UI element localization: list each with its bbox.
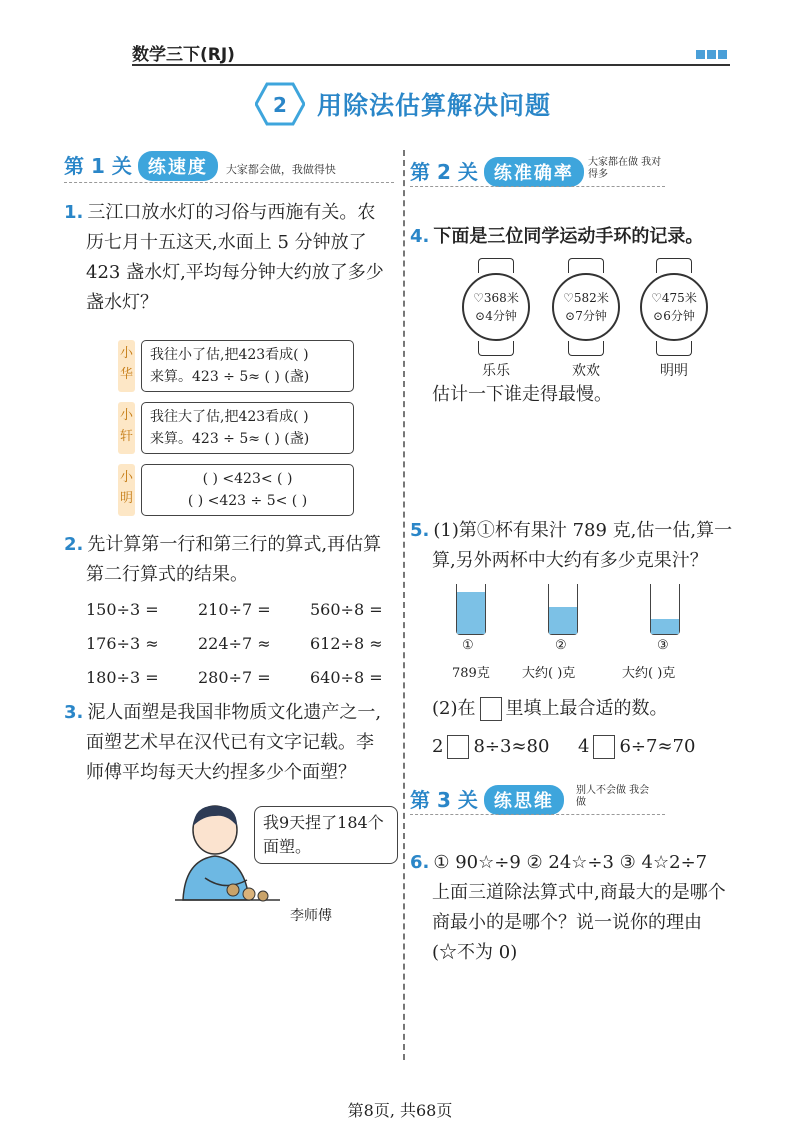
question-3-number: 3.: [64, 702, 84, 723]
calc-cell: 612÷8 ≈: [310, 634, 383, 653]
watch-lele: [462, 258, 530, 380]
watch-owner: 明明: [660, 363, 688, 379]
cup-1: [456, 584, 486, 635]
calc-cell: 176÷3 ≈: [86, 634, 159, 653]
lesson-number-hexagon: [255, 82, 305, 126]
cup-mark: ①: [462, 638, 474, 653]
level-3-header: [410, 784, 564, 815]
question-2-line: 第二行算式的结果。: [86, 564, 248, 585]
answer-line: ( ) <423< ( ): [202, 471, 293, 487]
level-1-slogan: 大家都会做，我做得快: [225, 163, 336, 176]
question-2-line: 先计算第一行和第三行的算式,再估算: [87, 534, 382, 555]
student-answer-xiaohua: [118, 340, 354, 392]
answer-blank[interactable]: [480, 697, 502, 721]
question-5-line: 算,另外两杯中大约有多少克果汁？: [432, 550, 708, 571]
expression: 6÷7≈70: [619, 736, 696, 757]
watch-distance: ♡475米: [651, 291, 697, 305]
level-2-header: [410, 156, 584, 187]
question-3-line: 泥人面塑是我国非物质文化遗产之一,: [87, 702, 382, 723]
calc-cell: 180÷3 =: [86, 668, 159, 687]
student-answer-xiaoming: [118, 464, 354, 516]
question-4-text: 下面是三位同学运动手环的记录。: [433, 226, 704, 247]
page-footer: 第8页, 共68页: [347, 1101, 453, 1120]
part-2-suffix: 里填上最合适的数。: [505, 698, 668, 719]
student-name-tag: 小明: [118, 464, 135, 516]
cup-label: 大约( )克: [522, 666, 576, 681]
answer-blank[interactable]: [593, 735, 615, 759]
cup-juice: [457, 592, 485, 635]
level-3-rule: [410, 814, 665, 815]
question-6-line: 商最小的是哪个？说一说你的理由: [432, 912, 702, 933]
question-4-number: 4.: [410, 226, 430, 247]
level-3-number: 第 3 关: [410, 788, 478, 812]
book-title: 数学三下(RJ): [132, 45, 235, 65]
question-6-line: 上面三道除法算式中,商最大的是哪个: [432, 882, 726, 903]
answer-box: [141, 340, 354, 392]
question-1: [64, 198, 394, 318]
watch-time: ⊙7分钟: [565, 309, 607, 323]
expression: 8÷3≈80: [473, 736, 550, 757]
question-4: [410, 222, 750, 252]
calc-cell: 640÷8 =: [310, 668, 383, 687]
question-1-line: 423 盏水灯,平均每分钟大约放了多少: [86, 262, 384, 283]
student-name-tag: 小华: [118, 340, 135, 392]
calc-cell: 224÷7 ≈: [198, 634, 271, 653]
level-1-rule: [64, 182, 394, 183]
calc-cell: 280÷7 =: [198, 668, 271, 687]
teacher-speech-bubble: 我9天捏了184个面塑。: [254, 806, 398, 864]
cup-2: [548, 584, 578, 635]
question-2-number: 2.: [64, 534, 84, 555]
question-1-line: 历七月十五这天,水面上 5 分钟放了: [86, 232, 367, 253]
level-3-slogan: 别人不会做 我会做: [576, 785, 650, 808]
level-1-number: 第 1 关: [64, 154, 132, 178]
answer-blank[interactable]: [447, 735, 469, 759]
cup-mark: ③: [657, 638, 669, 653]
answer-line: 来算。423 ÷ 5≈ ( ) (盏): [150, 431, 310, 447]
question-3-line: 师傅平均每天大约捏多少个面塑？: [86, 762, 356, 783]
question-5-number: 5.: [410, 520, 430, 541]
answer-box: [141, 402, 354, 454]
question-5-part-2: [432, 694, 668, 724]
level-1-pill: 练速度: [138, 151, 218, 181]
question-1-line: 盏水灯？: [86, 292, 158, 313]
watch-owner: 欢欢: [572, 363, 600, 379]
calc-cell: 210÷7 =: [198, 600, 271, 619]
question-1-line: 三江口放水灯的习俗与西施有关。农: [87, 202, 376, 223]
question-6-number: 6.: [410, 852, 430, 873]
cup-label: 大约( )克: [622, 666, 676, 681]
question-3: [64, 698, 399, 788]
header-decoration: [696, 44, 729, 63]
watch-owner: 乐乐: [482, 363, 510, 379]
question-6-line: (☆不为 0): [432, 942, 518, 963]
calculation-grid: [86, 600, 396, 700]
student-name-tag: 小轩: [118, 402, 135, 454]
question-5-line: (1)第①杯有果汁 789 克,估一估,算一: [433, 520, 733, 541]
question-3-line: 面塑艺术早在汉代已有文字记载。李: [86, 732, 374, 753]
answer-box: [141, 464, 354, 516]
lesson-title: 用除法估算解决问题: [317, 91, 552, 120]
question-2: [64, 530, 394, 590]
calc-cell: 560÷8 =: [310, 600, 383, 619]
calc-cell: 150÷3 =: [86, 600, 159, 619]
level-2-pill: 练准确率: [484, 157, 584, 187]
watch-distance: ♡368米: [473, 291, 519, 305]
watch-mingming: [640, 258, 708, 380]
watch-time: ⊙4分钟: [475, 309, 517, 323]
watch-time: ⊙6分钟: [653, 309, 695, 323]
cup-juice: [651, 619, 679, 634]
answer-line: 我往小了估,把423看成( ): [150, 347, 309, 363]
question-6-expressions: ① 90☆÷9 ② 24☆÷3 ③ 4☆2÷7: [433, 852, 708, 873]
question-5: [410, 516, 755, 576]
answer-line: 我往大了估,把423看成( ): [150, 409, 309, 425]
watch-huanhuan: [552, 258, 620, 380]
answer-line: 来算。423 ÷ 5≈ ( ) (盏): [150, 369, 310, 385]
level-2-slogan: 大家都在做 我对得多: [588, 157, 662, 180]
watch-distance: ♡582米: [563, 291, 609, 305]
level-3-pill: 练思维: [484, 785, 564, 815]
part-2-prefix: (2)在: [432, 698, 476, 719]
header-rule: [132, 64, 730, 66]
estimate-expression-2: [578, 732, 695, 762]
cup-3: [650, 584, 680, 635]
lesson-number: 2: [273, 93, 287, 117]
question-4-ask: 估计一下谁走得最慢。: [432, 384, 612, 405]
student-answer-xiaoxuan: [118, 402, 354, 454]
cup-label: 789克: [452, 666, 490, 681]
level-1-header: [64, 150, 336, 181]
estimate-expression-1: [432, 732, 549, 762]
level-2-rule: [410, 186, 665, 187]
digit: 2: [432, 736, 444, 757]
answer-line: ( ) <423 ÷ 5< ( ): [187, 493, 308, 509]
teacher-name: 李师傅: [290, 908, 332, 924]
question-6: [410, 848, 755, 968]
column-divider: [403, 150, 405, 1060]
digit: 4: [578, 736, 590, 757]
question-1-number: 1.: [64, 202, 84, 223]
cup-mark: ②: [555, 638, 567, 653]
cup-juice: [549, 607, 577, 635]
level-2-number: 第 2 关: [410, 160, 478, 184]
